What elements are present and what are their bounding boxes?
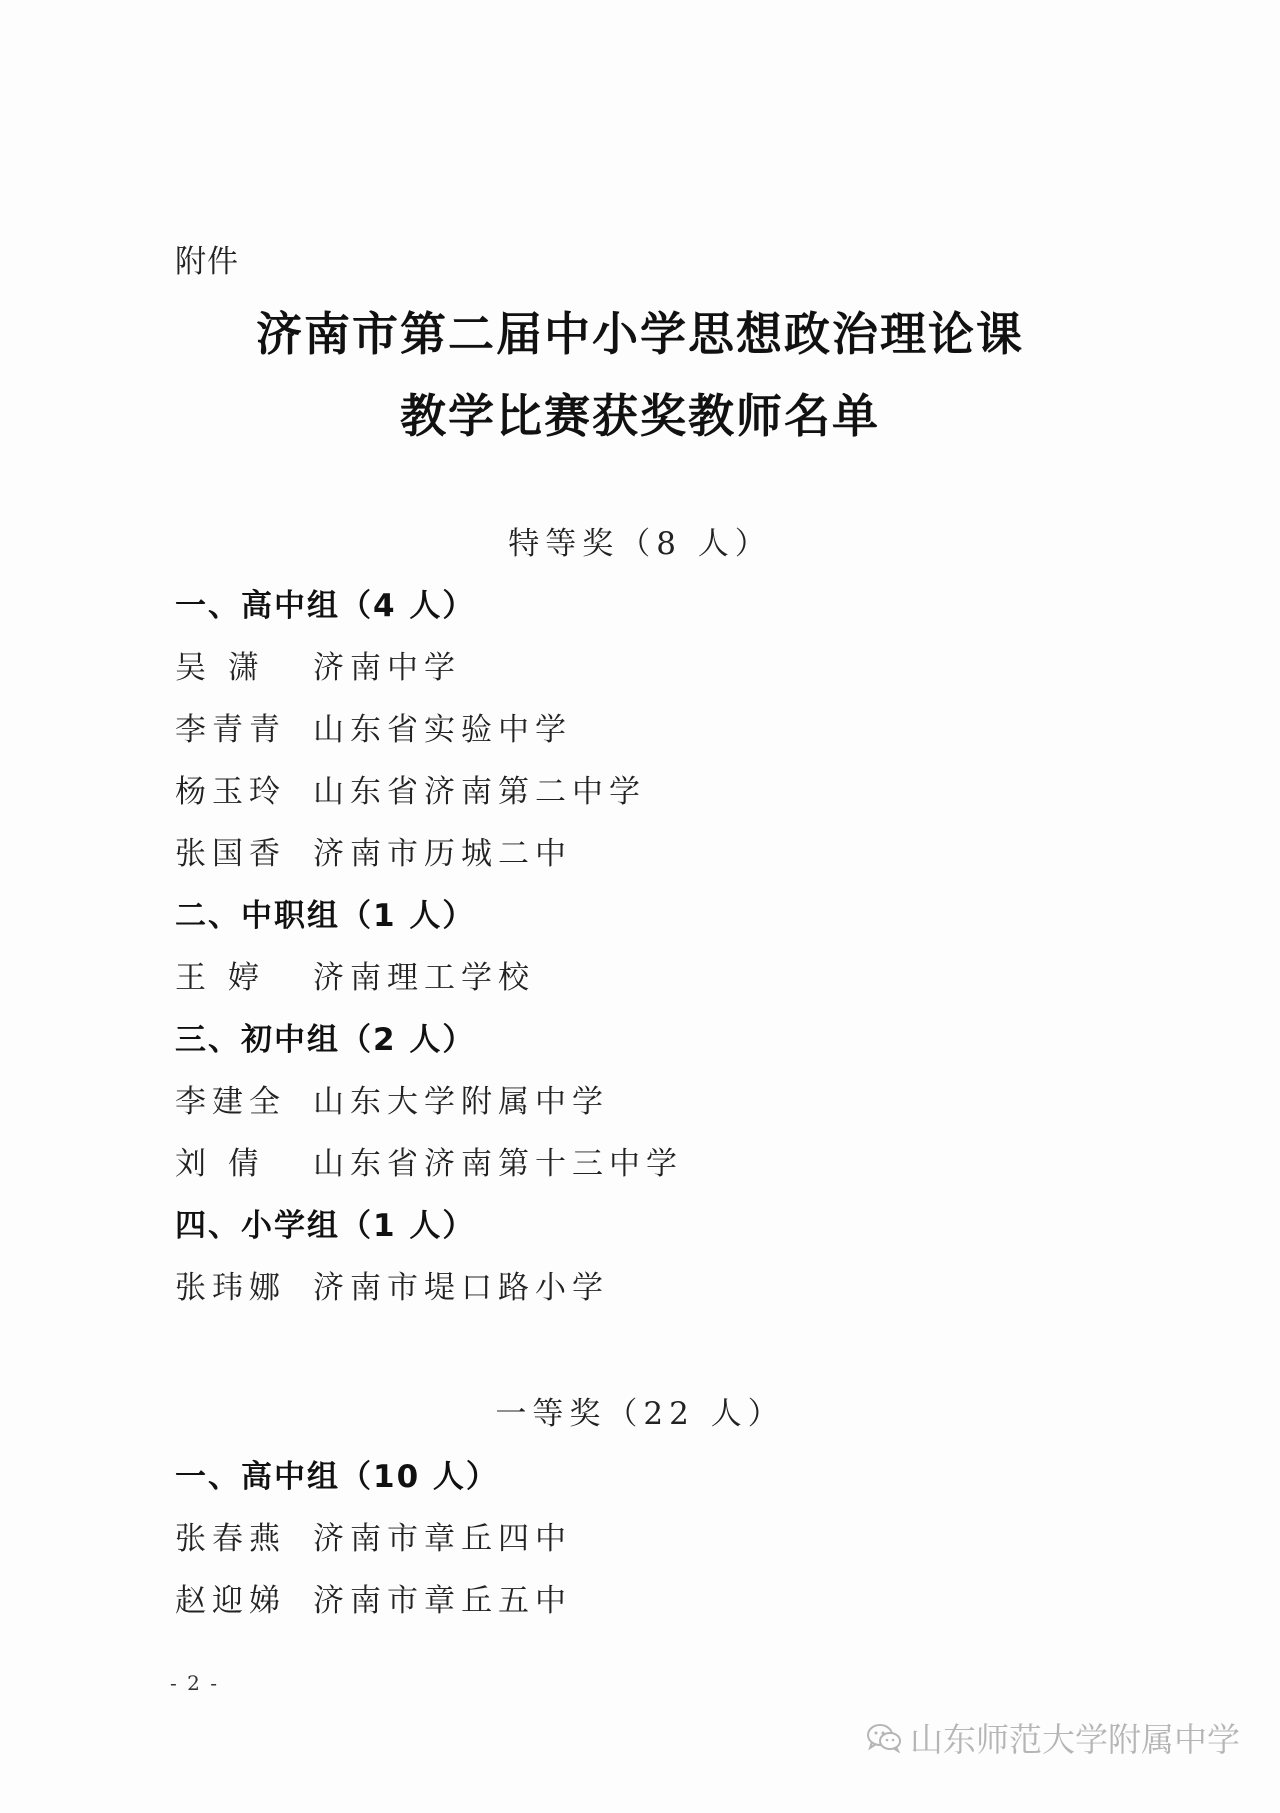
school-name: 山东省济南第十三中学 xyxy=(313,1146,683,1182)
wechat-icon xyxy=(866,1723,902,1753)
teacher-name: 王 婷 xyxy=(175,960,265,996)
list-item xyxy=(175,828,572,873)
page-number: - 2 - xyxy=(170,1671,219,1695)
school-name: 山东省济南第二中学 xyxy=(313,774,646,810)
teacher-name: 赵迎娣 xyxy=(175,1583,286,1619)
school-name: 济南理工学校 xyxy=(313,960,535,996)
list-item xyxy=(175,766,646,811)
school-name: 济南市章丘五中 xyxy=(313,1583,572,1619)
teacher-name: 吴 潇 xyxy=(175,650,265,686)
attachment-label: 附件 xyxy=(175,244,239,280)
school-name: 山东省实验中学 xyxy=(313,712,572,748)
teacher-name: 杨玉玲 xyxy=(175,774,286,810)
list-item xyxy=(175,1513,572,1558)
group-heading: 三、初中组（2 人） xyxy=(175,1022,476,1058)
school-name: 山东大学附属中学 xyxy=(313,1084,609,1120)
teacher-name: 李青青 xyxy=(175,712,286,748)
list-item xyxy=(175,1138,683,1183)
list-item xyxy=(175,952,535,997)
teacher-name: 张玮娜 xyxy=(175,1270,286,1306)
teacher-name: 刘 倩 xyxy=(175,1146,265,1182)
award-heading-special: 特等奖（8 人） xyxy=(508,526,772,562)
teacher-name: 李建全 xyxy=(175,1084,286,1120)
document-title-line-2: 教学比赛获奖教师名单 xyxy=(400,389,880,443)
teacher-name: 张春燕 xyxy=(175,1521,286,1557)
school-name: 济南市历城二中 xyxy=(313,836,572,872)
list-item xyxy=(175,704,572,749)
school-name: 济南中学 xyxy=(313,650,461,686)
list-item xyxy=(175,642,461,687)
list-item xyxy=(175,1076,609,1121)
group-heading: 二、中职组（1 人） xyxy=(175,898,476,934)
award-heading-first: 一等奖（22 人） xyxy=(495,1396,785,1432)
group-heading: 一、高中组（4 人） xyxy=(175,588,476,624)
watermark-text: 山东师范大学附属中学 xyxy=(910,1720,1240,1759)
document-title-line-1: 济南市第二届中小学思想政治理论课 xyxy=(256,307,1024,361)
list-item xyxy=(175,1575,572,1620)
school-name: 济南市章丘四中 xyxy=(313,1521,572,1557)
group-heading: 一、高中组（10 人） xyxy=(175,1459,499,1495)
school-name: 济南市堤口路小学 xyxy=(313,1270,609,1306)
list-item xyxy=(175,1262,609,1307)
watermark xyxy=(866,1714,1240,1761)
teacher-name: 张国香 xyxy=(175,836,286,872)
group-heading: 四、小学组（1 人） xyxy=(175,1208,476,1244)
